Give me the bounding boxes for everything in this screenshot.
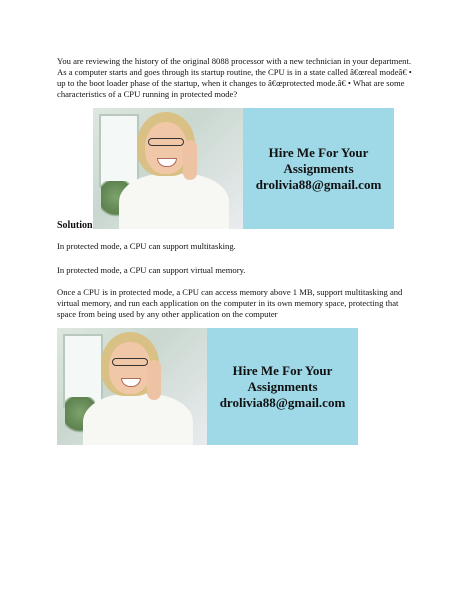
question-paragraph: You are reviewing the history of the original 8088 processor with a new technician in your department. As a computer starts and goes through its startup routine, the CPU is in a state called â€œreal modeâ€ • up to the boot loader phase of the startup, when it changes to â€œprotected mode.â€ • What are some characteristics of a CPU running in protected mode? [57,56,412,99]
ad-text-panel-2 [207,328,358,445]
solution-paragraph-2: In protected mode, a CPU can support virtual memory. [57,265,246,275]
stock-photo-woman-2 [57,328,207,445]
solution-paragraph-3: Once a CPU is in protected mode, a CPU can access memory above 1 MB, support multitasking and virtual memory, and run each application on the computer in its own memory space, protecting that space from being used by any other application on the computer [57,287,403,319]
stock-photo-woman [93,108,243,229]
ad-banner-2 [57,328,358,445]
ad-text-panel [243,108,394,229]
ad-email: drolivia88@gmail.com [255,176,382,192]
ad-email: drolivia88@gmail.com [219,394,346,410]
solution-paragraph-1: In protected mode, a CPU can support multitasking. [57,241,236,251]
ad-banner [93,108,394,229]
ad-line-1: Hire Me For Your [268,144,369,160]
solution-heading: Solution [57,220,93,231]
ad-line-2: Assignments [247,378,318,394]
ad-line-2: Assignments [283,160,354,176]
ad-line-1: Hire Me For Your [232,362,333,378]
